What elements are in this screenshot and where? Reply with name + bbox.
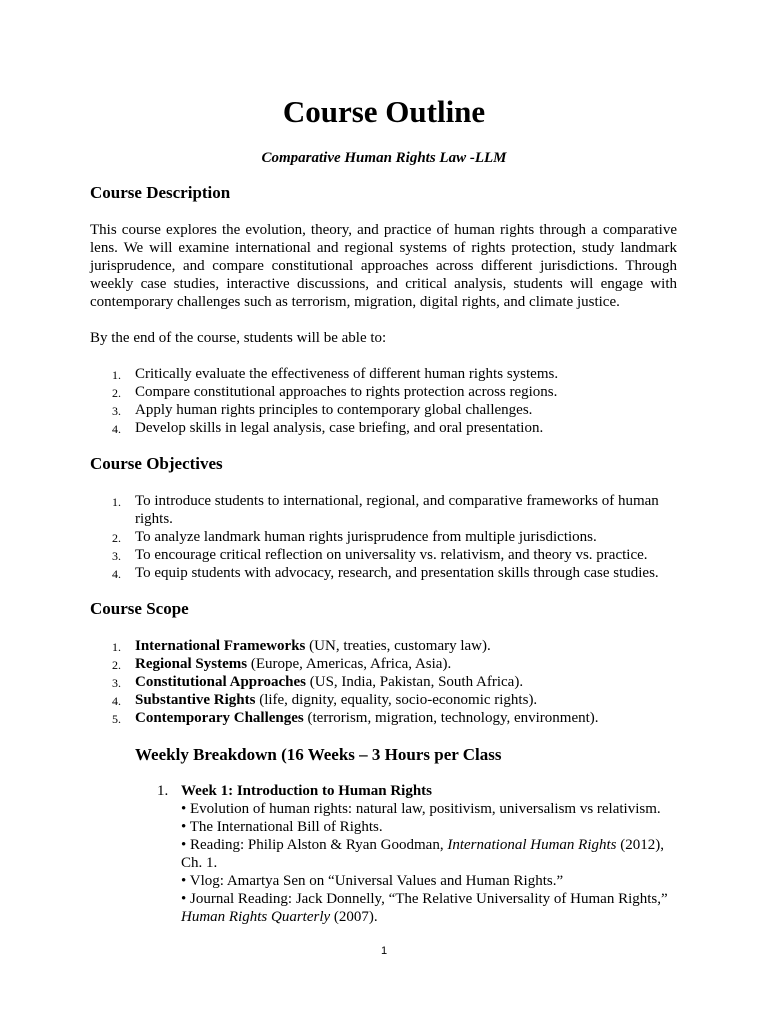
outcomes-intro: By the end of the course, students will be able to: <box>90 330 387 346</box>
course-scope-heading: Course Scope <box>90 599 189 618</box>
list-item-text: Apply human rights principles to contemporary global challenges. <box>135 402 533 418</box>
weekly-list <box>135 782 675 926</box>
list-number: 3. <box>112 404 121 418</box>
list-item <box>90 691 690 709</box>
list-item <box>90 492 690 528</box>
week-topic: • The International Bill of Rights. <box>181 819 383 835</box>
list-number: 1. <box>112 640 121 654</box>
scope-detail: (Europe, Americas, Africa, Asia). <box>247 656 452 672</box>
week-journal-reading <box>181 890 675 926</box>
document-title: Course Outline <box>282 94 486 129</box>
course-description-heading: Course Description <box>90 183 231 202</box>
week-topic: • Evolution of human rights: natural law, positivism, universalism vs relativism. <box>181 801 661 817</box>
scope-term: Regional Systems <box>135 656 248 672</box>
list-item <box>90 383 690 401</box>
list-number: 1. <box>112 368 121 382</box>
journal-title: Human Rights Quarterly <box>181 909 331 925</box>
list-number: 4. <box>112 694 121 708</box>
reading-text: • Reading: Philip Alston & Ryan Goodman, <box>181 837 448 853</box>
list-item <box>90 401 690 419</box>
list-number: 4. <box>112 567 121 581</box>
list-item-text: Develop skills in legal analysis, case briefing, and oral presentation. <box>135 420 544 436</box>
list-item <box>90 564 690 582</box>
list-item <box>90 637 690 655</box>
week-item <box>135 782 675 926</box>
list-number: 3. <box>112 676 121 690</box>
scope-term: Substantive Rights <box>135 692 256 708</box>
list-number: 2. <box>112 531 121 545</box>
reading-citation: (2012), Ch. 1. <box>181 837 664 871</box>
list-item-text: To encourage critical reflection on universality vs. relativism, and theory vs. practice. <box>135 547 648 563</box>
scope-detail: (UN, treaties, customary law). <box>305 638 491 654</box>
list-item-text: Critically evaluate the effectiveness of different human rights systems. <box>135 366 559 382</box>
objectives-list <box>90 492 690 582</box>
scope-detail: (terrorism, migration, technology, environment). <box>303 710 599 726</box>
outcomes-list <box>90 365 690 437</box>
week-reading <box>181 836 675 872</box>
list-number: 4. <box>112 422 121 436</box>
list-number: 2. <box>112 658 121 672</box>
list-item-text: To equip students with advocacy, research, and presentation skills through case studies. <box>135 565 659 581</box>
course-objectives-heading: Course Objectives <box>90 454 223 473</box>
scope-list <box>90 637 690 727</box>
list-item-text: Compare constitutional approaches to rights protection across regions. <box>135 384 558 400</box>
list-item <box>90 528 690 546</box>
reading-book-title: International Human Rights <box>447 837 617 853</box>
list-item-text: To introduce students to international, regional, and comparative frameworks of human rights. <box>135 493 659 527</box>
document-subtitle: Comparative Human Rights Law -LLM <box>261 150 507 166</box>
list-item <box>90 673 690 691</box>
weekly-breakdown-heading: Weekly Breakdown (16 Weeks – 3 Hours per Class <box>135 745 502 764</box>
page-number: 1 <box>380 945 388 957</box>
week-number: 1. <box>157 783 169 799</box>
list-item <box>90 546 690 564</box>
list-number: 3. <box>112 549 121 563</box>
scope-term: Contemporary Challenges <box>135 710 304 726</box>
scope-detail: (life, dignity, equality, socio-economic rights). <box>255 692 538 708</box>
week-title: Week 1: Introduction to Human Rights <box>181 783 433 799</box>
journal-text: • Journal Reading: Jack Donnelly, “The Relative Universality of Human Rights,” <box>181 891 668 907</box>
list-item <box>90 365 690 383</box>
journal-citation: (2007). <box>330 909 378 925</box>
list-item <box>90 655 690 673</box>
scope-term: Constitutional Approaches <box>135 674 307 690</box>
list-item-text: To analyze landmark human rights jurisprudence from multiple jurisdictions. <box>135 529 597 545</box>
list-number: 2. <box>112 386 121 400</box>
list-item <box>90 419 690 437</box>
week-vlog: • Vlog: Amartya Sen on “Universal Values and Human Rights.” <box>181 873 564 889</box>
list-number: 5. <box>112 712 121 726</box>
course-description-paragraph: This course explores the evolution, theory, and practice of human rights through a comparative lens. We will examine international and regional systems of rights protection, study landmark jurisprudence, and compare constitutional approaches across different jurisdictions. Through weekly case studies, interactive discussions, and critical analysis, students will engage with contemporary challenges such as terrorism, migration, digital rights, and climate justice. <box>90 222 677 310</box>
list-item <box>90 709 690 727</box>
scope-detail: (US, India, Pakistan, South Africa). <box>306 674 524 690</box>
list-number: 1. <box>112 495 121 509</box>
scope-term: International Frameworks <box>135 638 306 654</box>
